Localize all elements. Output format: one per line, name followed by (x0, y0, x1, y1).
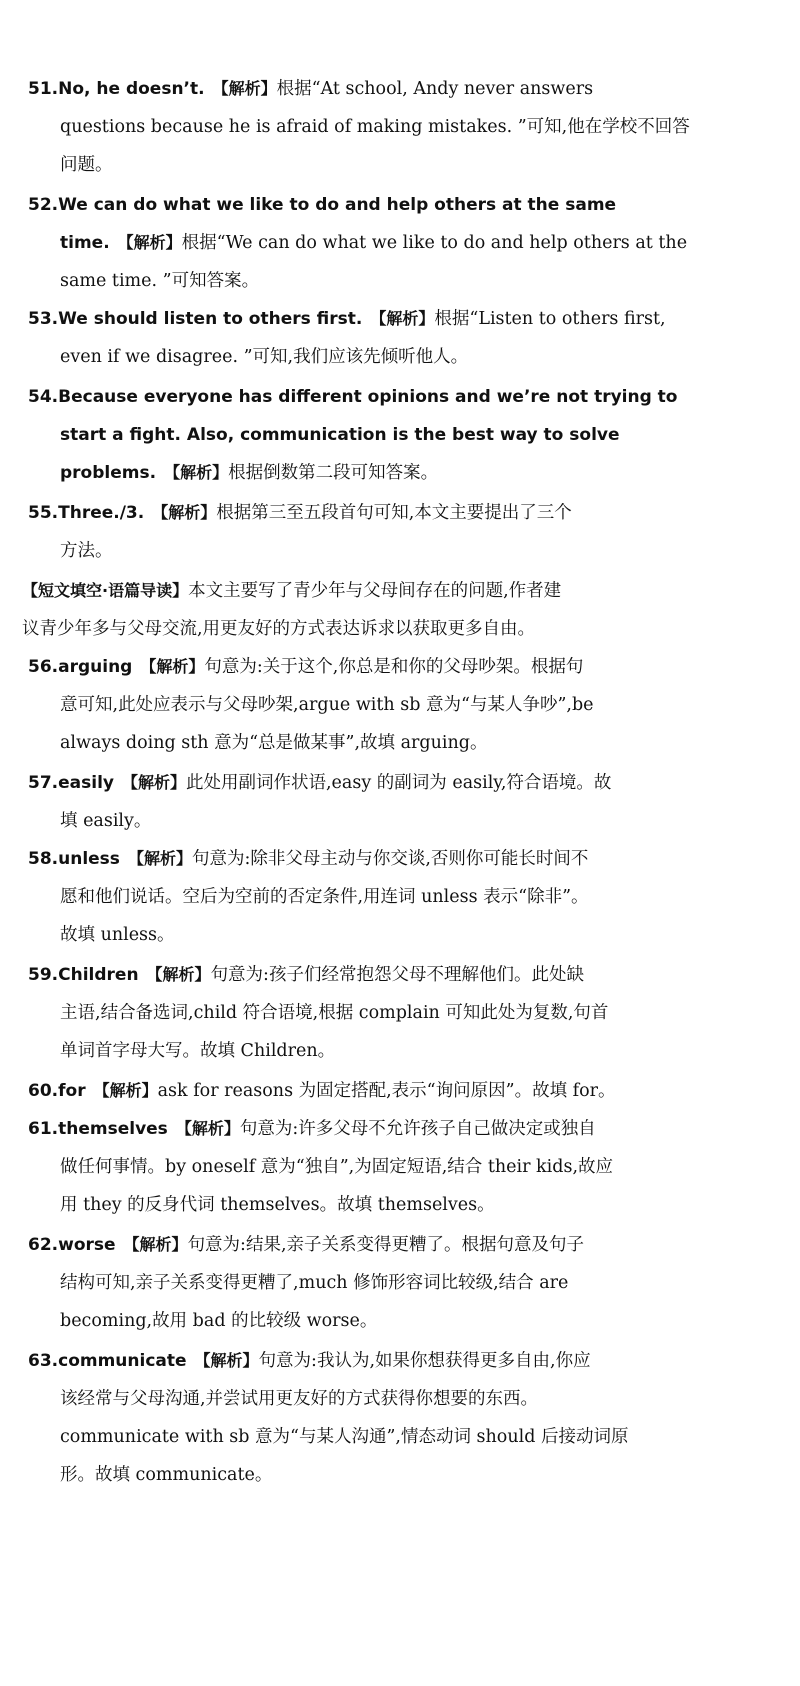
analysis-tag: 【解析】 (212, 79, 277, 98)
analysis-line: 故填 unless。 (60, 925, 175, 945)
analysis-tag: 【解析】 (117, 233, 182, 252)
analysis-tag: 【解析】 (194, 1351, 259, 1370)
analysis-line: 方法。 (60, 541, 113, 561)
item-answer: We can do what we like to do and help others at the same (58, 195, 617, 215)
analysis-text: 句意为:关于这个,你总是和你的父母吵架。根据句 (204, 657, 584, 677)
analysis-text: ask for reasons 为固定搭配,表示“询问原因”。故填 for。 (157, 1081, 616, 1101)
analysis-line: 问题。 (60, 155, 113, 175)
item-number: 51. (28, 79, 59, 99)
answer-item-62 (28, 1226, 732, 1340)
analysis-line: 结构可知,亲子关系变得更糟了,much 修饰形容词比较级,结合 are (60, 1273, 569, 1293)
analysis-text: 此处用副词作状语,easy 的副词为 easily,符合语境。故 (186, 773, 612, 793)
analysis-line: 填 easily。 (60, 811, 152, 831)
passage-intro-text-2: 议青少年多与父母交流,用更友好的方式表达诉求以获取更多自由。 (22, 619, 536, 639)
analysis-text: 根据“At school, Andy never answers (276, 79, 594, 99)
analysis-line: 愿和他们说话。空后为空前的否定条件,用连词 unless 表示“除非”。 (60, 887, 589, 907)
item-number: 54. (28, 387, 59, 407)
item-answer: Because everyone has different opinions and we’re not trying to (58, 387, 678, 407)
analysis-line: communicate with sb 意为“与某人沟通”,情态动词 should 后接动词原 (60, 1427, 629, 1447)
item-number: 58. (28, 849, 59, 869)
answer-item-55 (28, 494, 732, 570)
analysis-tag: 【解析】 (123, 1235, 188, 1254)
analysis-line: even if we disagree. ”可知,我们应该先倾听他人。 (60, 347, 469, 367)
analysis-line: 主语,结合备选词,child 符合语境,根据 complain 可知此处为复数,句首 (60, 1003, 609, 1023)
item-answer-continued: problems. (60, 463, 157, 483)
answer-item-57 (28, 764, 732, 840)
item-answer: unless (58, 849, 120, 869)
analysis-line: 做任何事情。by oneself 意为“独自”,为固定短语,结合 their kids,故应 (60, 1157, 614, 1177)
analysis-line: 意可知,此处应表示与父母吵架,argue with sb 意为“与某人争吵”,be (60, 695, 594, 715)
item-answer: Children (58, 965, 139, 985)
analysis-tag: 【解析】 (121, 773, 186, 792)
analysis-text: 句意为:除非父母主动与你交谈,否则你可能长时间不 (191, 849, 589, 869)
analysis-text: 句意为:结果,亲子关系变得更糟了。根据句意及句子 (187, 1235, 585, 1255)
answer-item-52 (28, 186, 732, 300)
analysis-line: becoming,故用 bad 的比较级 worse。 (60, 1311, 378, 1331)
answer-item-59 (28, 956, 732, 1070)
answer-item-63 (28, 1342, 732, 1494)
answer-item-56 (28, 648, 732, 762)
answer-item-58 (28, 840, 732, 954)
passage-intro-text: 本文主要写了青少年与父母间存在的问题,作者建 (188, 581, 562, 601)
item-answer: Three./3. (58, 503, 145, 523)
analysis-tag: 【解析】 (152, 503, 217, 522)
analysis-text: 根据倒数第二段可知答案。 (228, 463, 439, 483)
item-number: 61. (28, 1119, 59, 1139)
analysis-text: 句意为:许多父母不允许孩子自己做决定或独自 (239, 1119, 596, 1139)
passage-intro-tag: 【短文填空·语篇导读】 (22, 581, 189, 600)
analysis-tag: 【解析】 (146, 965, 211, 984)
analysis-text: 句意为:孩子们经常抱怨父母不理解他们。此处缺 (210, 965, 584, 985)
answer-item-61 (28, 1110, 732, 1224)
analysis-text: 根据“Listen to others first, (434, 309, 666, 329)
item-answer: arguing (58, 657, 133, 677)
analysis-line: same time. ”可知答案。 (60, 271, 260, 291)
analysis-tag: 【解析】 (127, 849, 192, 868)
analysis-text: 根据“We can do what we like to do and help others at the (181, 233, 688, 253)
analysis-tag: 【解析】 (175, 1119, 240, 1138)
analysis-tag: 【解析】 (164, 463, 229, 482)
analysis-tag: 【解析】 (140, 657, 205, 676)
analysis-line: 单词首字母大写。故填 Children。 (60, 1041, 336, 1061)
item-number: 56. (28, 657, 59, 677)
item-answer: easily (58, 773, 114, 793)
analysis-line: 用 they 的反身代词 themselves。故填 themselves。 (60, 1195, 495, 1215)
item-number: 59. (28, 965, 59, 985)
analysis-text: 句意为:我认为,如果你想获得更多自由,你应 (258, 1351, 591, 1371)
item-number: 55. (28, 503, 59, 523)
analysis-tag: 【解析】 (93, 1081, 158, 1100)
item-number: 62. (28, 1235, 59, 1255)
item-answer: for (58, 1081, 86, 1101)
item-answer: communicate (58, 1351, 187, 1371)
answer-item-53 (28, 300, 732, 376)
analysis-tag: 【解析】 (370, 309, 435, 328)
item-answer: We should listen to others first. (58, 309, 363, 329)
item-answer: worse (58, 1235, 116, 1255)
analysis-line: 该经常与父母沟通,并尝试用更友好的方式获得你想要的东西。 (60, 1389, 539, 1409)
item-number: 60. (28, 1081, 59, 1101)
analysis-line: always doing sth 意为“总是做某事”,故填 arguing。 (60, 733, 488, 753)
analysis-line: questions because he is afraid of making mistakes. ”可知,他在学校不回答 (60, 117, 690, 137)
answer-item-51 (28, 70, 732, 184)
item-number: 52. (28, 195, 59, 215)
analysis-text: 根据第三至五段首句可知,本文主要提出了三个 (216, 503, 572, 523)
item-answer: No, he doesn’t. (58, 79, 205, 99)
answer-item-60 (28, 1072, 732, 1110)
item-number: 57. (28, 773, 59, 793)
answer-item-54 (28, 378, 732, 492)
analysis-line: 形。故填 communicate。 (60, 1465, 273, 1485)
item-number: 63. (28, 1351, 59, 1371)
item-answer-continued: start a fight. Also, communication is the best way to solve (60, 425, 620, 445)
passage-intro (22, 572, 734, 648)
item-answer-continued: time. (60, 233, 110, 253)
item-number: 53. (28, 309, 59, 329)
item-answer: themselves (58, 1119, 168, 1139)
